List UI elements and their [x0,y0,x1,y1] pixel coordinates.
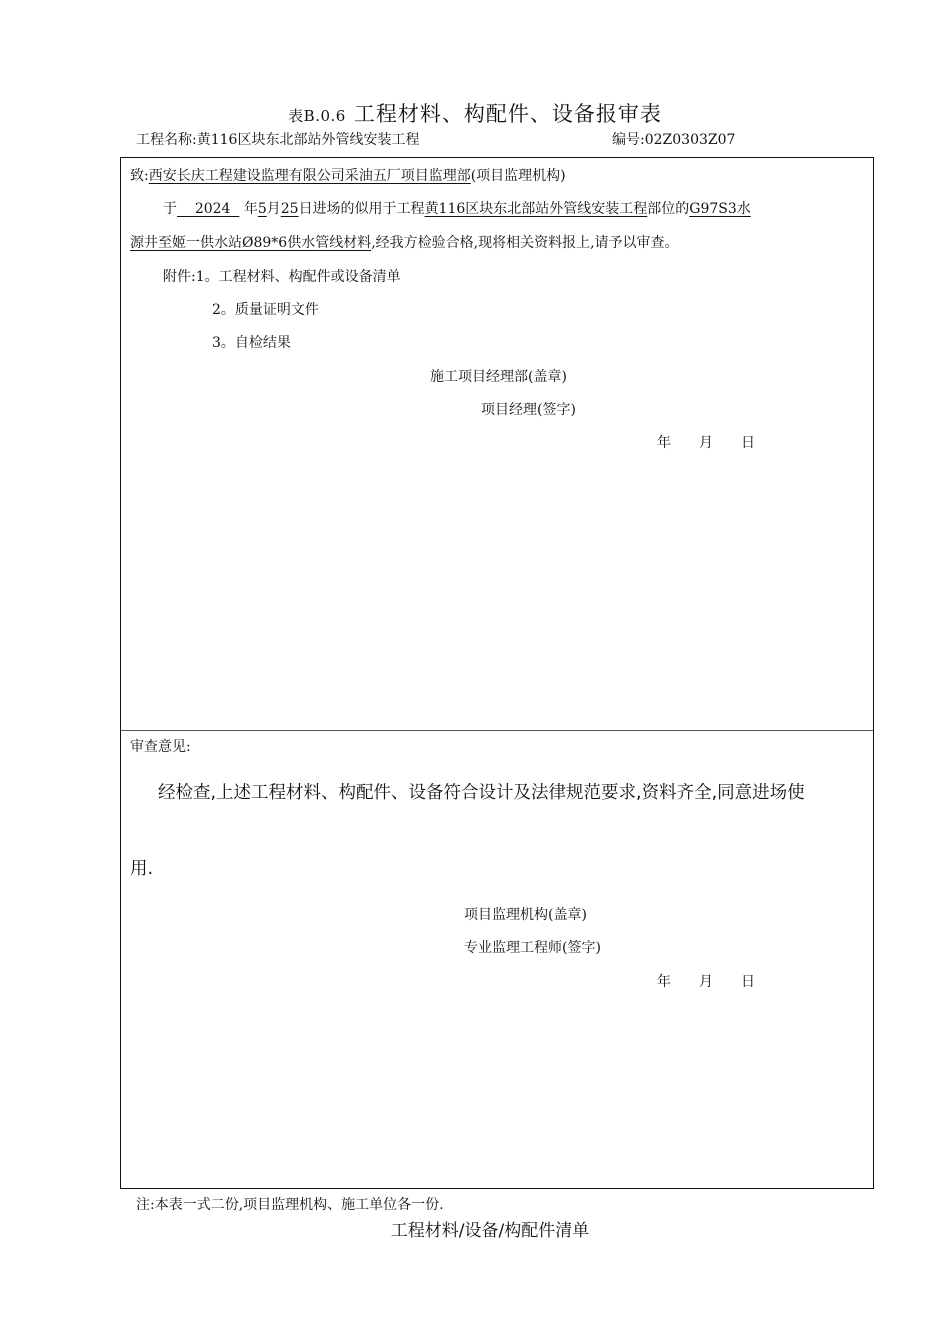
project-label: 工程名称: [136,132,197,148]
form-name: 工程材料、构配件、设备报审表 [353,102,662,126]
attachments-label: 附件: [163,269,196,285]
attachment-3: 3。自检结果 [212,335,291,351]
submission-paragraph-line1: 于 2024 年5月25日进场的似用于工程黄116区块东北部站外管线安装工程部位的G97S3水 [163,201,751,217]
attachment-1: 附件:1。工程材料、构配件或设备清单 [163,269,401,285]
section-divider [121,730,873,731]
project-manager-signature: 项目经理(签字) [481,402,576,418]
review-date: 年 月 日 [657,974,755,990]
footer-note: 注:本表一式二份,项目监理机构、施工单位各一份. [136,1197,444,1213]
number-value: 02Z0303Z07 [644,132,736,148]
addressee-line: 致:西安长庆工程建设监理有限公司采油五厂项目监理部(项目监理机构) [130,168,566,184]
entry-month: 5 [257,201,267,217]
entry-year: 2024 [194,201,231,217]
form-frame [120,157,874,1189]
project-name-line [136,129,419,149]
review-label: 审查意见: [130,739,191,755]
supervision-org: 西安长庆工程建设监理有限公司采油五厂项目监理部 [148,168,471,184]
attachment-2: 2。质量证明文件 [212,302,319,318]
project-ref: 黄116区块东北部站外管线安装工程 [424,201,648,217]
project-name: 黄116区块东北部站外管线安装工程 [196,132,420,148]
number-label: 编号: [612,132,645,148]
form-title [0,98,950,128]
submission-date: 年 月 日 [657,435,755,451]
part-ref-b: 源井至姬一供水站Ø89*6供水管线材料 [130,235,372,251]
document-number [612,129,735,149]
next-section-title: 工程材料/设备/构配件清单 [390,1221,590,1241]
part-ref-a: G97S3水 [689,201,751,217]
entry-day: 25 [280,201,299,217]
construction-dept-seal: 施工项目经理部(盖章) [430,369,567,385]
supervising-engineer-signature: 专业监理工程师(签字) [464,940,601,956]
table-code: 表B.0.6 [288,107,346,125]
submission-paragraph-line2: 源井至姬一供水站Ø89*6供水管线材料,经我方检验合格,现将相关资料报上,请予以审查。 [130,235,679,251]
review-opinion-line2: 用. [130,859,154,879]
review-opinion-line1: 经检查,上述工程材料、构配件、设备符合设计及法律规范要求,资料齐全,同意进场使 [158,783,805,803]
supervision-org-seal: 项目监理机构(盖章) [464,907,587,923]
